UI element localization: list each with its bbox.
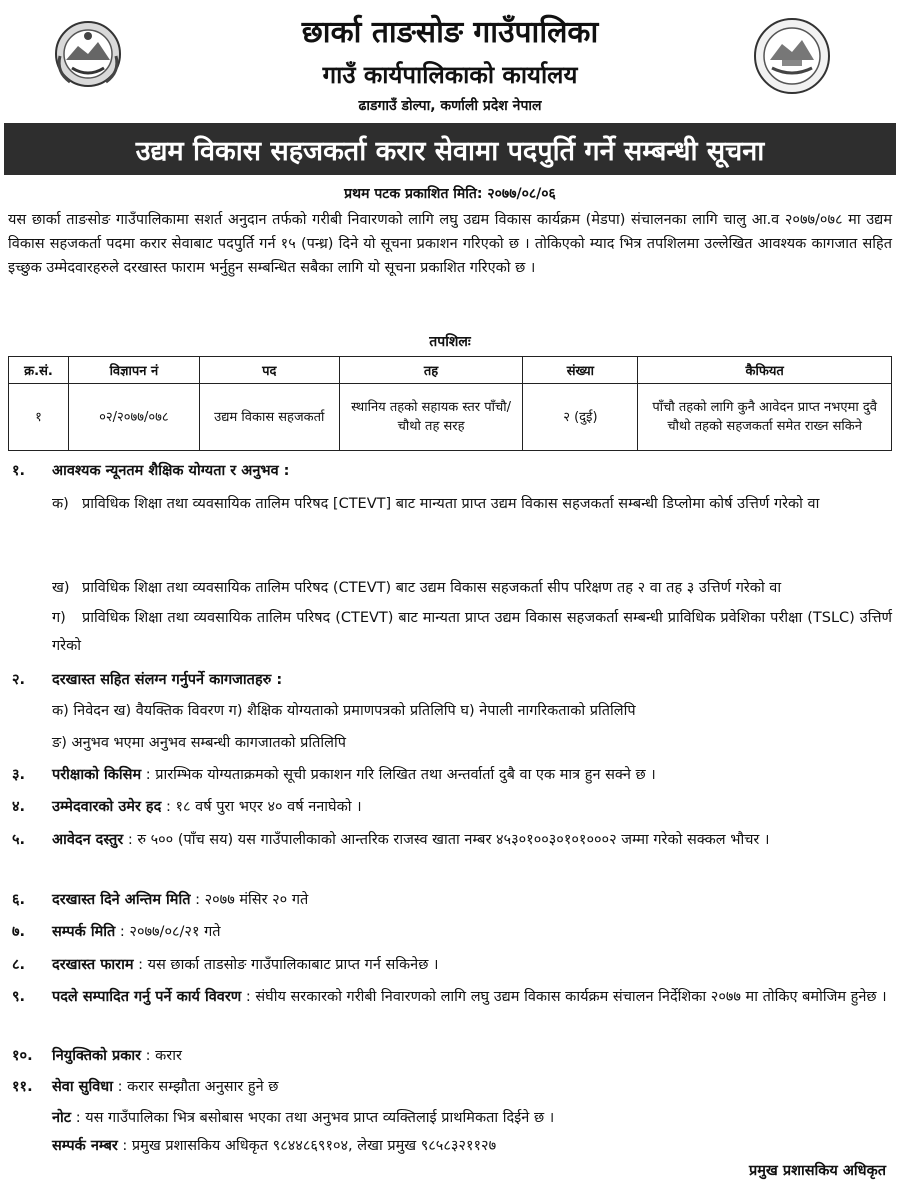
section-text: : २०७७ मंसिर २० गते xyxy=(190,892,309,908)
schedule-heading: तपशिलः xyxy=(429,334,471,350)
item-label: क) xyxy=(52,496,69,512)
list-item xyxy=(52,490,892,518)
contact-text: : प्रमुख प्रशासकिय अधिकृत ९८४४८६९१०४, लेखा प्रमुख ९८५८३२११२७ xyxy=(117,1138,497,1154)
notice-title: उद्यम विकास सहजकर्ता करार सेवामा पदपुर्ति गर्ने सम्बन्धी सूचना xyxy=(135,135,765,167)
table-header-row xyxy=(9,357,892,384)
section-title: परीक्षाको किसिम xyxy=(52,767,142,783)
section-text: : २०७७/०८/२१ गते xyxy=(115,924,221,940)
cell-level: स्थानिय तहको सहायक स्तर पाँचौ/चौथो तह सरह xyxy=(339,384,523,451)
section-number: ११. xyxy=(12,1079,33,1095)
list-item xyxy=(52,604,892,660)
section-text: : यस छार्का ताडसोङ गाउँपालिकाबाट प्राप्त गर्न सकिनेछ । xyxy=(133,957,439,973)
note-title: नोट xyxy=(52,1110,72,1126)
signature: प्रमुख प्रशासकिय अधिकृत xyxy=(749,1163,886,1179)
section-title: उम्मेदवारको उमेर हद xyxy=(52,799,162,815)
schedule-table xyxy=(8,356,892,451)
org-name: छार्का ताङसोङ गाउँपालिका xyxy=(301,15,599,50)
section-title: आवेदन दस्तुर xyxy=(52,832,124,848)
section-text: : करार xyxy=(141,1048,182,1064)
section-text: : करार सम्झौता अनुसार हुने छ xyxy=(112,1079,279,1095)
list-item: ङ) अनुभव भएमा अनुभव सम्बन्धी कागजातको प्रतिलिपि xyxy=(52,735,347,751)
publication-date: प्रथम पटक प्रकाशित मिति: २०७७/०८/०६ xyxy=(344,186,556,202)
section-number: ४. xyxy=(12,799,26,815)
section-title: आवश्यक न्यूनतम शैक्षिक योग्यता र अनुभव : xyxy=(52,463,290,479)
cell-post: उद्यम विकास सहजकर्ता xyxy=(199,384,339,451)
header-remarks: कैफियत xyxy=(638,357,892,384)
cell-remarks: पाँचौ तहको लागि कुनै आवेदन प्राप्त नभएमा दुवै चौथो तहको सहजकर्ता समेत राख्न सकिने xyxy=(638,384,892,451)
item-text: प्राविधिक शिक्षा तथा व्यवसायिक तालिम परिषद (CTEVT) बाट उद्यम विकास सहजकर्ता सीप परिक्षण तह २ वा तह ३ उत्तिर्ण गरेको वा xyxy=(82,580,782,596)
section-number: ५. xyxy=(12,832,26,848)
contact-title: सम्पर्क नम्बर xyxy=(52,1138,118,1154)
list-item xyxy=(52,574,892,602)
header-count: संख्या xyxy=(523,357,638,384)
item-text: प्राविधिक शिक्षा तथा व्यवसायिक तालिम परिषद [CTEVT] बाट मान्यता प्राप्त उद्यम विकास सहजकर्ता सम्बन्धी डिप्लोमा कोर्ष उत्तिर्ण गरेको वा xyxy=(82,496,820,512)
section-title: दरखास्त फाराम xyxy=(52,957,134,973)
header-post: पद xyxy=(199,357,339,384)
section-title: नियुक्तिको प्रकार xyxy=(52,1048,142,1064)
item-text: प्राविधिक शिक्षा तथा व्यवसायिक तालिम परिषद (CTEVT) बाट मान्यता प्राप्त उद्यम विकास सहजकर्ता सम्बन्धी प्राविधिक प्रवेशिका परीक्षा (TSLC) उत्तिर्ण गरेको xyxy=(52,610,892,654)
header-sn: क्र.सं. xyxy=(9,357,69,384)
address: ढाडगाउँ डोल्पा, कर्णाली प्रदेश नेपाल xyxy=(358,98,542,114)
item-label: ख) xyxy=(52,580,70,596)
cell-sn: १ xyxy=(9,384,69,451)
section-text: : रु ५०० (पाँच सय) यस गाउँपालीकाको आन्तरिक राजस्व खाता नम्बर ४५३०१००३०१०१०००२ जम्मा गरेको सक्कल भौचर । xyxy=(123,832,770,848)
section-number: ९. xyxy=(12,989,26,1005)
section-title: दरखास्त दिने अन्तिम मिति xyxy=(52,892,191,908)
section-number: ६. xyxy=(12,892,26,908)
section-number: २. xyxy=(12,672,26,688)
section-number: ७. xyxy=(12,924,26,940)
office-name: गाउँ कार्यपालिकाको कार्यालय xyxy=(322,61,578,89)
header-ad-no: विज्ञापन नं xyxy=(68,357,199,384)
intro-paragraph: यस छार्का ताङसोङ गाउँपालिकामा सशर्त अनुदान तर्फको गरीबी निवारणको लागि लघु उद्यम विकास कार्यक्रम (मेडपा) संचालनका लागि चालु आ.व २०७७/०७८ मा उद्यम विकास सहजकर्ता पदमा करार सेवाबाट पदपुर्ति गर्न १५ (पन्ध्र) दिने यो सूचना प्रकाशन गरिएको छ । तोकिएको म्याद भित्र तपशिलमा उल्लेखित आवश्यक कागजात सहित इच्छुक उम्मेदवारहरुले दरखास्त फाराम भर्नुहुन सम्बन्धित सबैका लागि यो सूचना प्रकाशित गरिएको छ । xyxy=(8,212,892,276)
section-title: सेवा सुविधा xyxy=(52,1079,113,1095)
list-item: क) निवेदन ख) वैयक्तिक विवरण ग) शैक्षिक योग्यताको प्रमाणपत्रको प्रतिलिपि घ) नेपाली नागरिकताको प्रतिलिपि xyxy=(52,703,636,719)
section-title: पदले सम्पादित गर्नु पर्ने कार्य विवरण xyxy=(52,989,242,1005)
notice-title-banner xyxy=(4,123,896,175)
section-title: दरखास्त सहित संलग्न गर्नुपर्ने कागजातहरु : xyxy=(52,672,283,688)
section-number: १०. xyxy=(12,1048,33,1064)
table-row xyxy=(9,384,892,451)
section-number: ८. xyxy=(12,957,26,973)
section-text: : संघीय सरकारको गरीबी निवारणको लागि लघु उद्यम विकास कार्यक्रम संचालन निर्देशिका २०७७ मा तोकिए बमोजिम हुनेछ । xyxy=(241,989,887,1005)
item-label: ग) xyxy=(52,610,66,626)
section-number: ३. xyxy=(12,767,26,783)
section-number: १. xyxy=(12,463,26,479)
cell-ad-no: ०२/२०७७/०७८ xyxy=(68,384,199,451)
section-text: : १८ वर्ष पुरा भएर ४० वर्ष ननाघेको । xyxy=(161,799,362,815)
section-title: सम्पर्क मिति xyxy=(52,924,116,940)
section-text: : प्रारम्भिक योग्यताक्रमको सूची प्रकाशन गरि लिखित तथा अन्तर्वार्ता दुबै वा एक मात्र हुन सक्ने छ । xyxy=(141,767,656,783)
header-level: तह xyxy=(339,357,523,384)
cell-count: २ (दुई) xyxy=(523,384,638,451)
note-text: : यस गाउँपालिका भित्र बसोबास भएका तथा अनुभव प्राप्त व्यक्तिलाई प्राथमिकता दिईने छ । xyxy=(71,1110,555,1126)
